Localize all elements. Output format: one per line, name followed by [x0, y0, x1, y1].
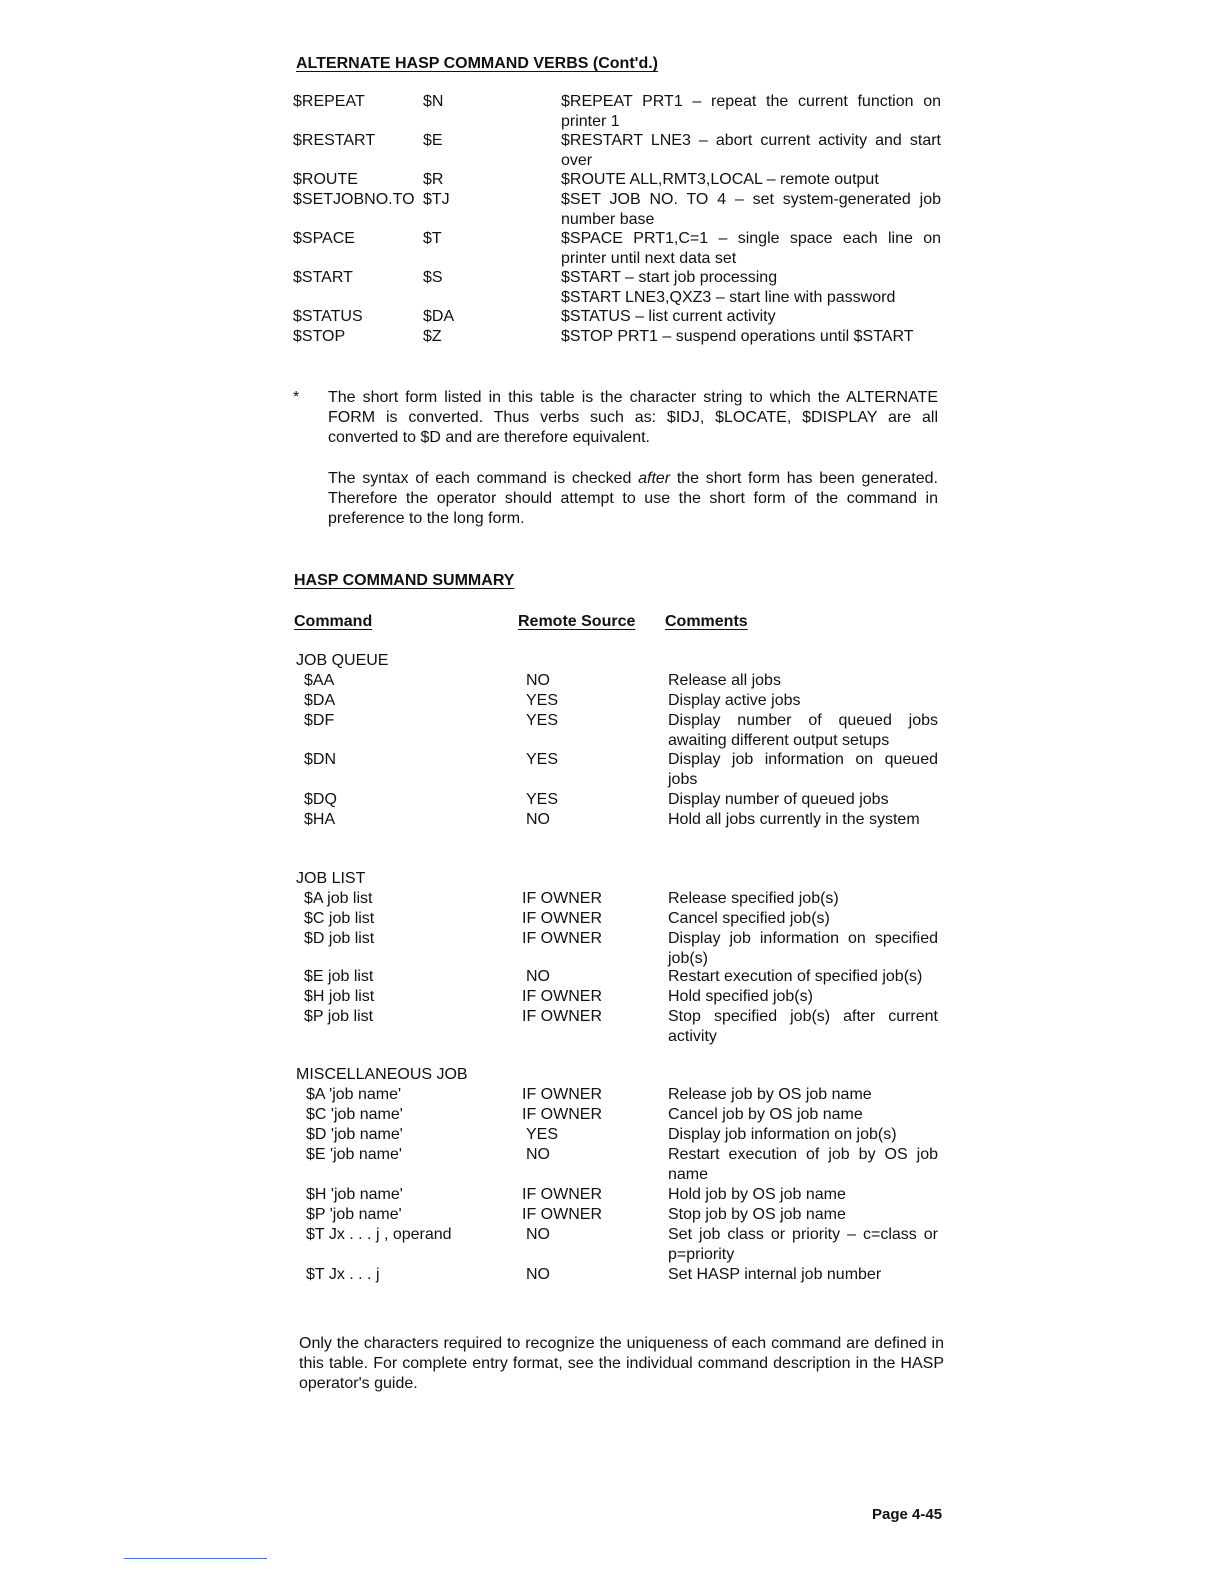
comment-cell: Restart execution of job by OS job name — [668, 1146, 938, 1183]
page-number: Page 4-45 — [872, 1506, 943, 1523]
comment-cell: Stop job by OS job name — [668, 1206, 846, 1223]
alt-example: $START – start job processing — [561, 269, 778, 286]
alt-short-form: $E — [423, 132, 443, 149]
alt-verbs-heading: ALTERNATE HASP COMMAND VERBS (Cont'd.) — [296, 55, 659, 72]
alt-verb: $STOP — [293, 328, 346, 345]
remote-source-cell: IF OWNER — [522, 988, 602, 1005]
command-cell: $P 'job name' — [306, 1206, 402, 1223]
remote-source-cell: NO — [526, 1146, 550, 1163]
summary-heading: HASP COMMAND SUMMARY — [294, 572, 515, 589]
alt-example: $STOP PRT1 – suspend operations until $START — [561, 328, 914, 345]
note-syntax-end: the short form has been generated. Therefore the operator should attempt to use the short form of the command in preference to the long form. — [328, 470, 938, 527]
remote-source-cell: YES — [526, 692, 559, 709]
note-syntax-start: The syntax of each command is checked — [328, 470, 639, 487]
remote-source-cell: IF OWNER — [522, 1206, 602, 1223]
remote-source-cell: IF OWNER — [522, 1186, 602, 1203]
summary-table — [296, 651, 996, 1291]
alt-example: $SPACE PRT1,C=1 – single space each line on printer until next data set — [561, 230, 941, 267]
remote-source-cell: NO — [526, 811, 550, 828]
comment-cell: Display active jobs — [668, 692, 801, 709]
alt-short-form: $T — [423, 230, 442, 247]
alt-verbs-table — [293, 92, 993, 352]
comment-cell: Cancel specified job(s) — [668, 910, 830, 927]
command-cell: $D 'job name' — [306, 1126, 403, 1143]
command-cell: $P job list — [304, 1008, 374, 1025]
column-header-comments: Comments — [665, 613, 748, 630]
command-cell: $DN — [304, 751, 337, 768]
remote-source-cell: NO — [526, 968, 550, 985]
remote-source-cell: IF OWNER — [522, 910, 602, 927]
command-cell: $E job list — [304, 968, 374, 985]
alt-short-form: $S — [423, 269, 443, 286]
comment-cell: Stop specified job(s) after current activity — [668, 1008, 938, 1045]
alt-short-form: $DA — [423, 308, 455, 325]
command-cell: $AA — [304, 672, 335, 689]
remote-source-cell: YES — [526, 791, 559, 808]
comment-cell: Hold all jobs currently in the system — [668, 811, 920, 828]
column-header-command: Command — [294, 613, 373, 630]
command-cell: $A job list — [304, 890, 373, 907]
command-cell: $DA — [304, 692, 336, 709]
comment-cell: Release specified job(s) — [668, 890, 839, 907]
alt-example: $SET JOB NO. TO 4 – set system-generated job number base — [561, 191, 941, 228]
command-cell: $A 'job name' — [306, 1086, 402, 1103]
command-cell: $C 'job name' — [306, 1106, 403, 1123]
footnote-rule — [124, 1558, 267, 1559]
note-short-form: The short form listed in this table is the character string to which the ALTERNATE FORM is converted. Thus verbs such as: $IDJ, $LOCATE, $DISPLAY are all converted to $D and are therefore equivalent. — [328, 389, 938, 446]
comment-cell: Display job information on job(s) — [668, 1126, 897, 1143]
command-cell: $T Jx . . . j — [306, 1266, 380, 1283]
comment-cell: Set HASP internal job number — [668, 1266, 882, 1283]
section-label: JOB QUEUE — [296, 652, 389, 669]
section-label: MISCELLANEOUS JOB — [296, 1066, 468, 1083]
comment-cell: Display number of queued jobs awaiting different output setups — [668, 712, 938, 749]
alt-verb: $SPACE — [293, 230, 355, 247]
remote-source-cell: YES — [526, 751, 559, 768]
alt-verb: $REPEAT — [293, 93, 365, 110]
command-cell: $H job list — [304, 988, 375, 1005]
alt-verb: $START — [293, 269, 353, 286]
remote-source-cell: NO — [526, 672, 550, 689]
alt-short-form: $Z — [423, 328, 442, 345]
command-cell: $C job list — [304, 910, 375, 927]
alt-verb: $SETJOBNO.TO — [293, 191, 415, 208]
note-syntax-emphasis: after — [638, 470, 671, 487]
command-cell: $DF — [304, 712, 335, 729]
comment-cell: Hold job by OS job name — [668, 1186, 846, 1203]
alt-verb: $STATUS — [293, 308, 363, 325]
remote-source-cell: IF OWNER — [522, 890, 602, 907]
remote-source-cell: NO — [526, 1226, 550, 1243]
alt-short-form: $R — [423, 171, 444, 188]
comment-cell: Set job class or priority – c=class or p=priority — [668, 1226, 938, 1263]
alt-example: $REPEAT PRT1 – repeat the current function on printer 1 — [561, 93, 941, 130]
remote-source-cell: IF OWNER — [522, 930, 602, 947]
section-label: JOB LIST — [296, 870, 366, 887]
alt-example: $RESTART LNE3 – abort current activity and start over — [561, 132, 941, 169]
note-syntax — [328, 469, 938, 529]
remote-source-cell: IF OWNER — [522, 1086, 602, 1103]
command-cell: $HA — [304, 811, 336, 828]
comment-cell: Cancel job by OS job name — [668, 1106, 863, 1123]
remote-source-cell: IF OWNER — [522, 1106, 602, 1123]
comment-cell: Restart execution of specified job(s) — [668, 968, 923, 985]
alt-example: $ROUTE ALL,RMT3,LOCAL – remote output — [561, 171, 879, 188]
comment-cell: Hold specified job(s) — [668, 988, 813, 1005]
comment-cell: Display job information on specified job(s) — [668, 930, 938, 967]
command-cell: $H 'job name' — [306, 1186, 403, 1203]
command-cell: $T Jx . . . j , operand — [306, 1226, 452, 1243]
remote-source-cell: IF OWNER — [522, 1008, 602, 1025]
comment-cell: Release job by OS job name — [668, 1086, 872, 1103]
alt-short-form: $N — [423, 93, 444, 110]
command-cell: $D job list — [304, 930, 375, 947]
command-cell: $DQ — [304, 791, 337, 808]
comment-cell: Display job information on queued jobs — [668, 751, 938, 788]
comment-cell: Display number of queued jobs — [668, 791, 889, 808]
remote-source-cell: NO — [526, 1266, 550, 1283]
alt-example: $START LNE3,QXZ3 – start line with password — [561, 289, 896, 306]
command-cell: $E 'job name' — [306, 1146, 402, 1163]
summary-footnote: Only the characters required to recognize the uniqueness of each command are defined in this table. For complete entry format, see the individual command description in the HASP operator's guide. — [299, 1335, 944, 1392]
alt-verb: $ROUTE — [293, 171, 358, 188]
alt-short-form: $TJ — [423, 191, 450, 208]
note-bullet: * — [293, 389, 300, 406]
alt-example: $STATUS – list current activity — [561, 308, 776, 325]
remote-source-cell: YES — [526, 712, 559, 729]
alt-verb: $RESTART — [293, 132, 376, 149]
column-header-remote-source: Remote Source — [518, 613, 636, 630]
remote-source-cell: YES — [526, 1126, 559, 1143]
comment-cell: Release all jobs — [668, 672, 781, 689]
